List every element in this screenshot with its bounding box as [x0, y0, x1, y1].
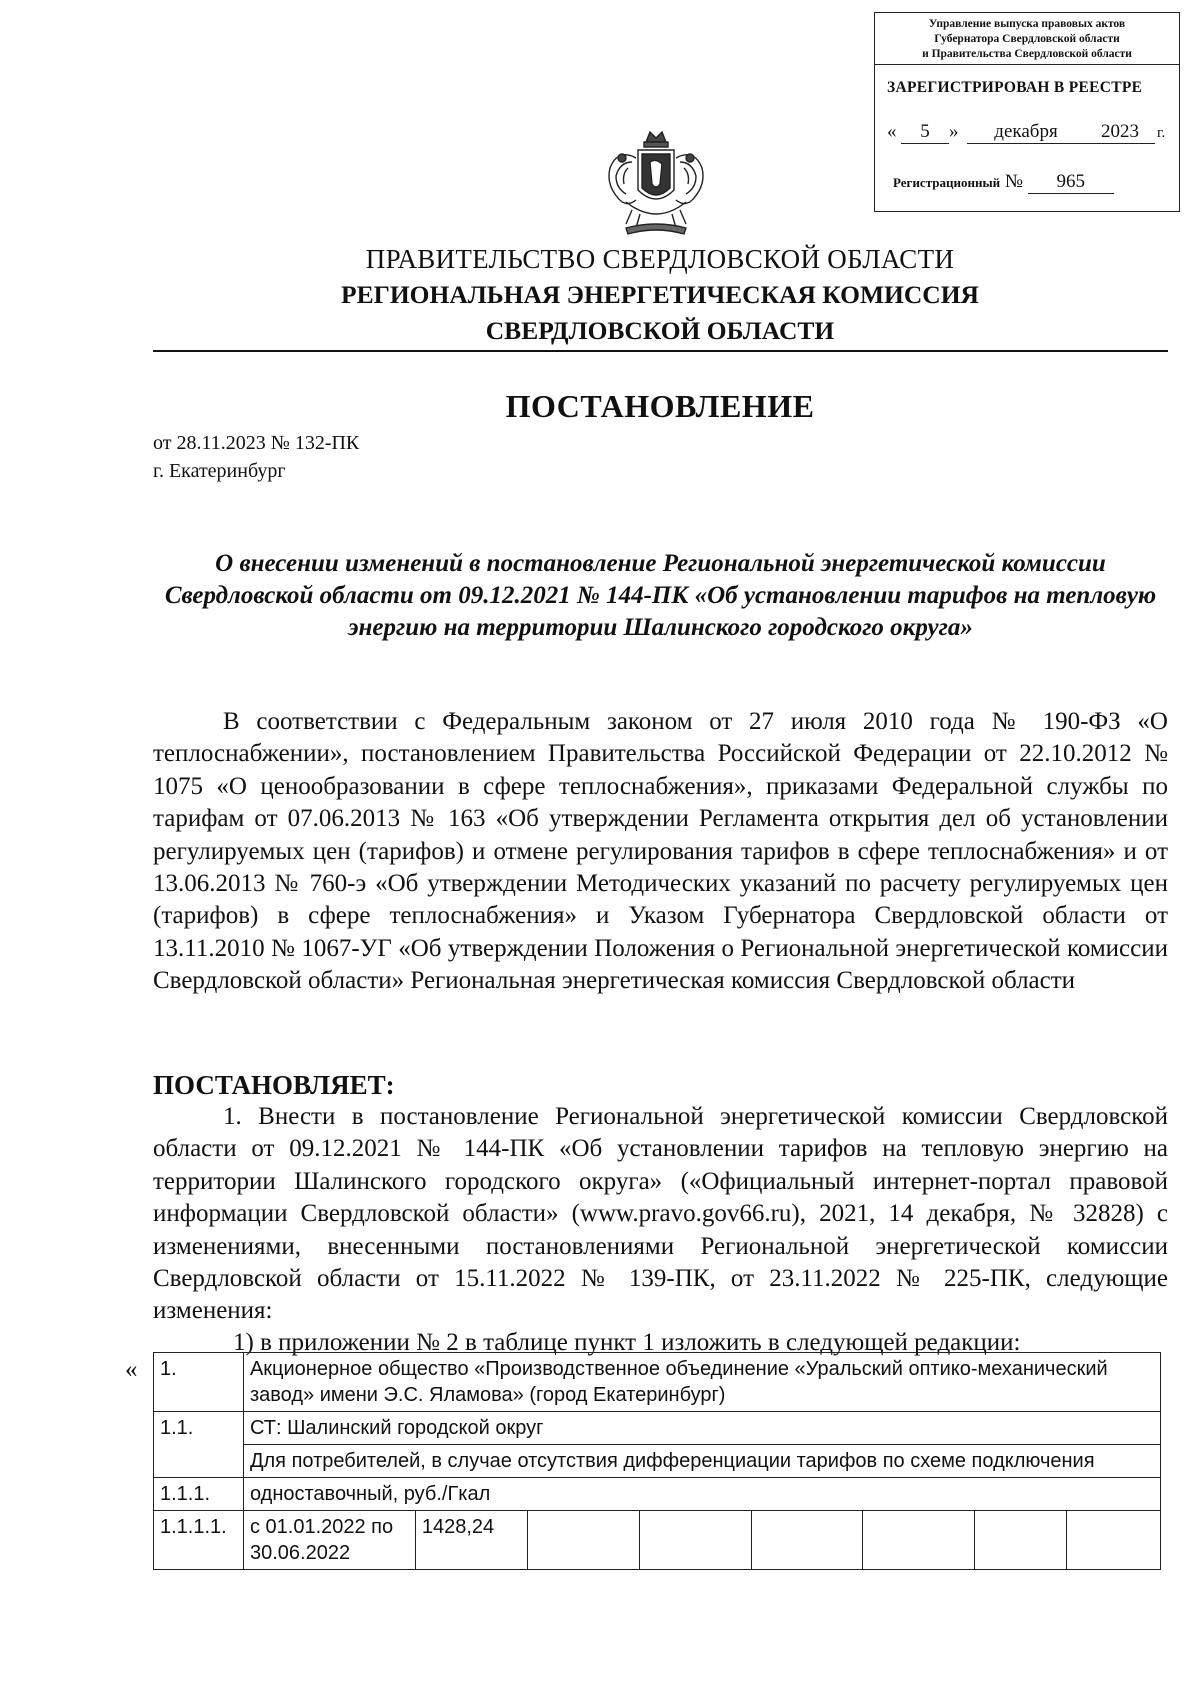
empty-cell — [527, 1511, 639, 1570]
table-row — [154, 1445, 1161, 1478]
stamp-year: 2023 — [1085, 121, 1155, 144]
empty-cell — [751, 1511, 863, 1570]
row-text: СТ: Шалинский городской округ — [243, 1412, 1160, 1445]
stamp-reg-label: Регистрационный — [893, 175, 1001, 190]
stamp-header-line: Управление выпуска правовых актов — [928, 18, 1126, 30]
item-1-paragraph: 1. Внести в постановление Региональной энергетической комиссии Свердловской области от 09.12.2021 № 144-ПК «Об установлении тарифов на тепловую энергию на территории Шалинского городского округа» («Официальный интернет-портал правовой информации Свердловской области» (www.pravo.gov66.ru), 2021, 14 декабря, № 32828) с изменениями, внесенными постановлениями Региональной энергетической комиссии Свердловской области от 15.11.2022 № 139-ПК, от 23.11.2022 № 225-ПК, следующие изменения: — [153, 1103, 1168, 1325]
document-subject: О внесении изменений в постановление Региональной энергетической комиссии Свердловской области от 09.12.2021 № 144-ПК «Об установлении тарифов на тепловую энергию на территории Шалинского городского округа» — [164, 550, 1157, 641]
commission-name-line1: РЕГИОНАЛЬНАЯ ЭНЕРГЕТИЧЕСКАЯ КОМИССИЯ — [341, 280, 979, 309]
preamble-paragraph: В соответствии с Федеральным законом от 27 июля 2010 года № 190-ФЗ «О теплоснабжении», постановлением Правительства Российской Федерации от 22.10.2012 № 1075 «О ценообразовании в сфере теплоснабжения», приказами Федеральной службы по тарифам от 07.06.2013 № 163 «Об утверждении Регламента открытия дел об установлении регулируемых цен (тарифов) и отмене регулирования тарифов в сфере теплоснабжения» и от 13.06.2013 № 760-э «Об утверждении Методических указаний по расчету регулируемых цен (тарифов) в сфере теплоснабжения» и Указом Губернатора Свердловской области от 13.11.2010 № 1067-УГ «Об утверждении Положения о Региональной энергетической комиссии Свердловской области» Региональная энергетическая комиссия Свердловской области — [153, 708, 1168, 995]
document-city: г. Екатеринбург — [153, 460, 286, 482]
row-text: Для потребителей, в случае отсутствия дифференциации тарифов по схеме подключения — [243, 1445, 1160, 1478]
stamp-day: 5 — [901, 121, 949, 144]
table-row — [154, 1511, 1161, 1570]
row-number: 1.1.1.1. — [154, 1511, 244, 1570]
stamp-year-suffix: г. — [1157, 125, 1166, 141]
document-date-number: от 28.11.2023 № 132-ПК — [153, 432, 360, 454]
stamp-header-line: и Правительства Свердловской области — [922, 48, 1132, 60]
header-divider — [153, 350, 1168, 352]
resolves-heading: ПОСТАНОВЛЯЕТ: — [153, 1070, 395, 1100]
stamp-date-close-quote: » — [949, 121, 959, 142]
tariff-table — [153, 1352, 1161, 1570]
government-name: ПРАВИТЕЛЬСТВО СВЕРДЛОВСКОЙ ОБЛАСТИ — [365, 244, 955, 274]
stamp-date-open-quote: « — [887, 121, 897, 142]
stamp-number-value: 965 — [1028, 171, 1114, 194]
table-row — [154, 1353, 1161, 1412]
table-row — [154, 1478, 1161, 1511]
stamp-month: декабря — [967, 121, 1085, 144]
empty-cell — [975, 1511, 1067, 1570]
subitem-1-paragraph: 1) в приложении № 2 в таблице пункт 1 изложить в следующей редакции: — [233, 1329, 1021, 1356]
row-number: 1.1.1. — [154, 1478, 244, 1511]
coat-of-arms-icon — [596, 128, 716, 238]
row-number: 1.1. — [154, 1412, 244, 1478]
row-text: одноставочный, руб./Гкал — [243, 1478, 1160, 1511]
empty-cell — [1067, 1511, 1161, 1570]
stamp-header-line: Губернатора Свердловской области — [934, 33, 1120, 45]
row-tariff-value: 1428,24 — [415, 1511, 527, 1570]
stamp-header — [875, 13, 1179, 65]
stamp-reg-number — [893, 171, 1114, 194]
stamp-number-sign: № — [1004, 171, 1023, 192]
row-period: с 01.01.2022 по 30.06.2022 — [243, 1511, 415, 1570]
stamp-registered-label: ЗАРЕГИСТРИРОВАН В РЕЕСТРЕ — [887, 79, 1143, 96]
document-title: ПОСТАНОВЛЕНИЕ — [505, 388, 815, 424]
table-quote-mark: « — [125, 1356, 138, 1383]
commission-name-line2: СВЕРДЛОВСКОЙ ОБЛАСТИ — [485, 316, 835, 345]
empty-cell — [639, 1511, 751, 1570]
row-number: 1. — [154, 1353, 244, 1412]
empty-cell — [863, 1511, 975, 1570]
registry-stamp — [874, 12, 1180, 212]
table-row — [154, 1412, 1161, 1445]
row-text: Акционерное общество «Производственное объединение «Уральский оптико-механический завод» имени Э.С. Яламова» (город Екатеринбург) — [243, 1353, 1160, 1412]
